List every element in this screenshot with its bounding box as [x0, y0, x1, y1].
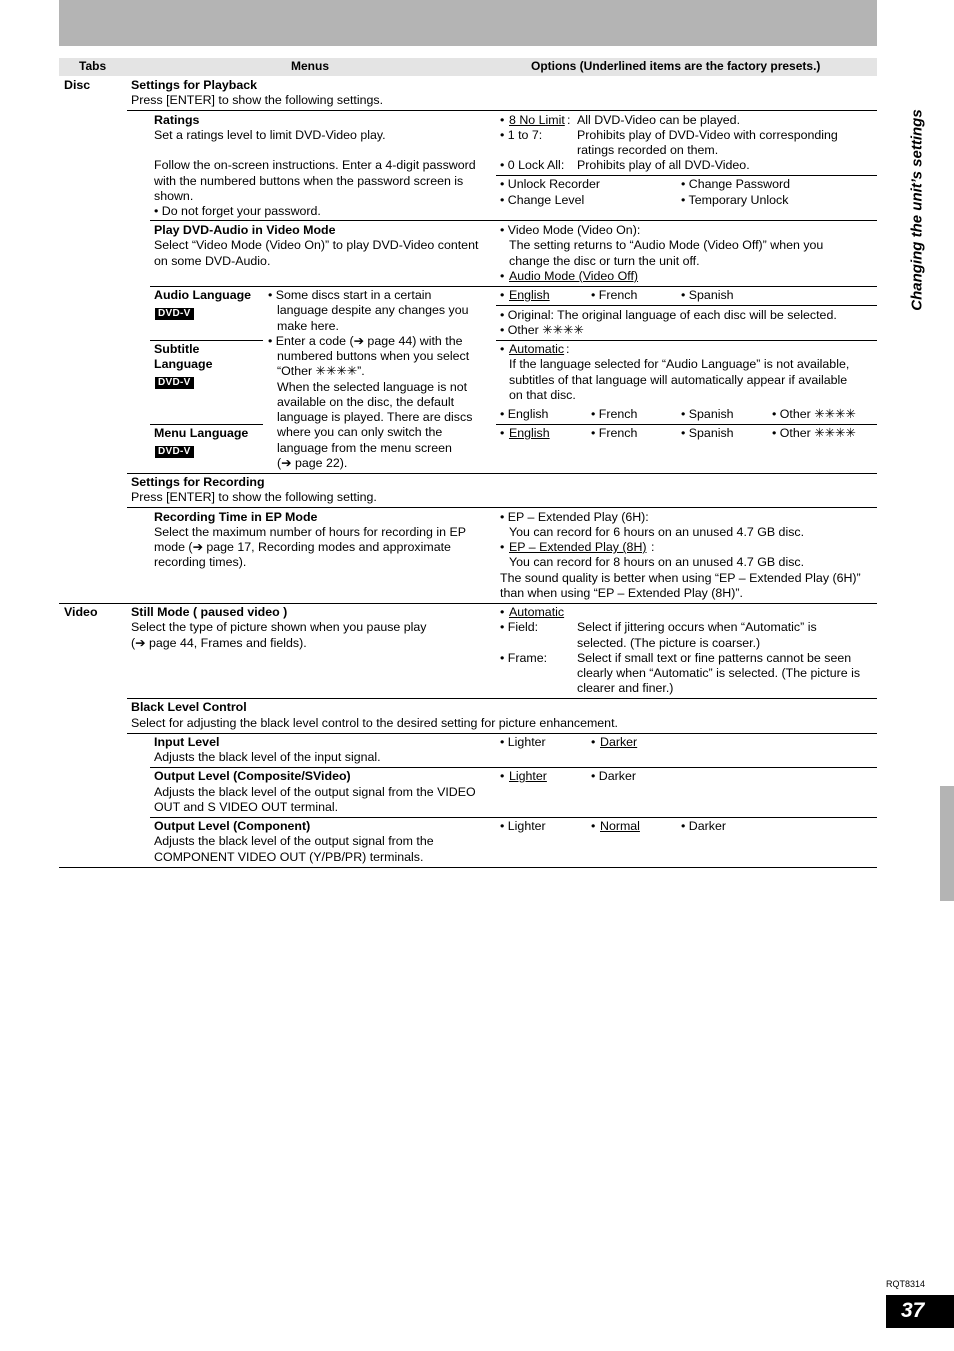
option-desc: selected. (The picture is coarser.) — [577, 636, 761, 650]
input-level-desc: Adjusts the black level of the input signal. — [154, 750, 381, 764]
header-options: Options (Underlined items are the factory presets.) — [531, 59, 821, 73]
rating-option-desc: All DVD-Video can be played. — [577, 113, 741, 127]
option-other: • Other ✳✳✳✳ — [772, 426, 856, 440]
option-darker: • Darker — [591, 769, 636, 783]
option-english: English — [509, 288, 550, 302]
bullet: • — [591, 735, 596, 749]
option-other: • Other ✳✳✳✳ — [500, 323, 584, 337]
rating-option-1-7: • 1 to 7: — [500, 128, 543, 142]
top-banner — [59, 0, 877, 46]
language-note-line: (➔ page 22). — [277, 456, 348, 470]
header-menus: Menus — [291, 59, 330, 73]
option-desc: on that disc. — [509, 388, 576, 402]
option-spanish: • Spanish — [681, 426, 734, 440]
option-automatic: Automatic — [509, 342, 565, 356]
playback-title: Settings for Playback — [131, 78, 258, 92]
menu-language-title: Menu Language — [154, 426, 249, 440]
recording-title: Settings for Recording — [131, 475, 265, 489]
option-change-level: • Change Level — [500, 193, 585, 207]
option-desc: change the disc or turn the unit off. — [509, 254, 700, 268]
bullet: • — [500, 426, 505, 440]
ratings-desc-line: shown. — [154, 189, 194, 203]
still-mode-desc-line: (➔ page 44, Frames and fields). — [131, 636, 307, 650]
edge-thumb-tab — [940, 786, 954, 901]
rating-option-desc: ratings recorded on them. — [577, 143, 719, 157]
divider — [496, 305, 877, 306]
output-composite-title: Output Level (Composite/SVideo) — [154, 769, 351, 783]
option-english: English — [509, 426, 550, 440]
ep-note-line: than when using “EP – Extended Play (8H)”. — [500, 586, 743, 600]
colon: : — [566, 342, 570, 356]
divider — [127, 507, 877, 508]
divider — [127, 733, 877, 734]
ep-note-line: The sound quality is better when using “EP – Extended Play (6H)” — [500, 571, 861, 585]
language-note-line: • Enter a code (➔ page 44) with the — [268, 334, 463, 348]
rating-option-lock-all: • 0 Lock All: — [500, 158, 565, 172]
subtitle-language-title: Language — [154, 357, 213, 371]
page-number: 37 — [901, 1299, 925, 1322]
dvd-audio-desc-line: Select “Video Mode (Video On)” to play DVD-Video content — [154, 238, 479, 252]
option-darker: • Darker — [681, 819, 726, 833]
document-code: RQT8314 — [886, 1279, 926, 1289]
dvd-audio-title: Play DVD-Audio in Video Mode — [154, 223, 336, 237]
output-composite-desc-line: Adjusts the black level of the output signal from the VIDEO — [154, 785, 476, 799]
option-desc: Select if jittering occurs when “Automatic” is — [577, 620, 817, 634]
colon: : — [651, 540, 655, 554]
option-automatic: Automatic — [509, 605, 565, 619]
divider — [496, 424, 877, 425]
output-composite-desc-line: OUT and S VIDEO OUT terminal. — [154, 800, 339, 814]
ep-mode-desc-line: mode (➔ page 17, Recording modes and approximate — [154, 540, 451, 554]
divider — [127, 110, 877, 111]
output-component-desc-line: COMPONENT VIDEO OUT (Y/PB/PR) terminals. — [154, 850, 424, 864]
option-french: • French — [591, 407, 638, 421]
language-note-line: numbered buttons when you select — [277, 349, 470, 363]
tab-disc: Disc — [64, 78, 91, 92]
option-field: • Field: — [500, 620, 539, 634]
subtitle-language-title: Subtitle — [154, 342, 200, 356]
option-unlock-recorder: • Unlock Recorder — [500, 177, 601, 191]
bullet: • — [500, 288, 505, 302]
ratings-desc-line: Follow the on-screen instructions. Enter a 4-digit password — [154, 158, 476, 172]
option-lighter: Lighter — [509, 769, 547, 783]
rating-option-no-limit: 8 No Limit — [509, 113, 565, 127]
divider — [150, 286, 877, 287]
divider — [150, 220, 877, 221]
language-note-line: “Other ✳✳✳✳”. — [277, 364, 365, 378]
option-lighter: • Lighter — [500, 819, 546, 833]
ep-mode-desc-line: Select the maximum number of hours for recording in EP — [154, 525, 466, 539]
output-component-title: Output Level (Component) — [154, 819, 311, 833]
option-french: • French — [591, 288, 638, 302]
option-desc: Select if small text or fine patterns cannot be seen — [577, 651, 852, 665]
dvd-v-badge: DVD-V — [155, 377, 194, 389]
divider — [150, 340, 263, 341]
ratings-desc-line: Set a ratings level to limit DVD-Video play. — [154, 128, 386, 142]
header-tabs: Tabs — [79, 59, 107, 73]
option-audio-mode: Audio Mode (Video Off) — [509, 269, 639, 283]
option-spanish: • Spanish — [681, 407, 734, 421]
option-desc: clearly when “Automatic” is selected. (The picture is — [577, 666, 861, 680]
option-ep-8h: EP – Extended Play (8H) — [509, 540, 647, 554]
ep-mode-title: Recording Time in EP Mode — [154, 510, 318, 524]
option-desc: If the language selected for “Audio Language” is not available, — [509, 357, 850, 371]
ratings-desc-line: • Do not forget your password. — [154, 204, 321, 218]
audio-language-title: Audio Language — [154, 288, 252, 302]
option-other: • Other ✳✳✳✳ — [772, 407, 856, 421]
option-darker: Darker — [600, 735, 638, 749]
bullet: • — [500, 769, 505, 783]
bullet: • — [500, 342, 505, 356]
divider — [496, 340, 877, 341]
rating-option-desc: Prohibits play of all DVD-Video. — [577, 158, 750, 172]
option-english: • English — [500, 407, 549, 421]
option-frame: • Frame: — [500, 651, 548, 665]
colon: : — [567, 113, 571, 127]
divider — [150, 817, 877, 818]
divider — [127, 473, 877, 474]
language-note-line: • Some discs start in a certain — [268, 288, 432, 302]
bullet: • — [500, 269, 505, 283]
option-desc: clearer and finer.) — [577, 681, 674, 695]
still-mode-desc-line: Select the type of picture shown when you pause play — [131, 620, 427, 634]
divider — [127, 698, 877, 699]
option-temporary-unlock: • Temporary Unlock — [681, 193, 789, 207]
language-note-line: When the selected language is not — [277, 380, 468, 394]
divider — [59, 603, 877, 604]
language-note-line: make here. — [277, 319, 339, 333]
table-bottom-rule — [59, 867, 877, 868]
dvd-audio-desc-line: on some DVD-Audio. — [154, 254, 271, 268]
option-video-mode: • Video Mode (Video On): — [500, 223, 641, 237]
output-component-desc-line: Adjusts the black level of the output signal from the — [154, 834, 434, 848]
option-desc: You can record for 6 hours on an unused 4.7 GB disc. — [509, 525, 805, 539]
option-change-password: • Change Password — [681, 177, 791, 191]
ratings-desc-line: with the numbered buttons when the password screen is — [154, 174, 464, 188]
tab-video: Video — [64, 605, 98, 619]
option-desc: subtitles of that language will automatically appear if available — [509, 373, 848, 387]
language-note-line: language from the menu screen — [277, 441, 452, 455]
dvd-v-badge: DVD-V — [155, 446, 194, 458]
option-desc: The setting returns to “Audio Mode (Video Off)” when you — [509, 238, 824, 252]
divider — [150, 424, 263, 425]
playback-desc: Press [ENTER] to show the following settings. — [131, 93, 384, 107]
bullet: • — [500, 113, 505, 127]
divider — [496, 175, 877, 176]
ratings-title: Ratings — [154, 113, 200, 127]
ep-mode-desc-line: recording times). — [154, 555, 247, 569]
option-original: • Original: The original language of each disc will be selected. — [500, 308, 837, 322]
language-note-line: where you can only switch the — [277, 425, 443, 439]
dvd-v-badge: DVD-V — [155, 308, 194, 320]
option-french: • French — [591, 426, 638, 440]
divider — [150, 767, 877, 768]
section-side-title: Changing the unit’s settings — [908, 109, 926, 311]
rating-option-desc: Prohibits play of DVD-Video with corresponding — [577, 128, 838, 142]
option-ep-6h: • EP – Extended Play (6H): — [500, 510, 649, 524]
black-level-desc: Select for adjusting the black level control to the desired setting for picture enhancement. — [131, 716, 618, 730]
input-level-title: Input Level — [154, 735, 220, 749]
bullet: • — [500, 540, 505, 554]
bullet: • — [591, 819, 596, 833]
still-mode-title: Still Mode ( paused video ) — [131, 605, 288, 619]
option-normal: Normal — [600, 819, 640, 833]
black-level-title: Black Level Control — [131, 700, 247, 714]
option-desc: You can record for 8 hours on an unused 4.7 GB disc. — [509, 555, 805, 569]
recording-desc: Press [ENTER] to show the following setting. — [131, 490, 377, 504]
bullet: • — [500, 605, 505, 619]
language-note-line: language despite any changes you — [277, 303, 469, 317]
language-note-line: available on the disc, the default — [277, 395, 455, 409]
option-lighter: • Lighter — [500, 735, 546, 749]
option-spanish: • Spanish — [681, 288, 734, 302]
language-note-line: language is played. There are discs — [277, 410, 473, 424]
